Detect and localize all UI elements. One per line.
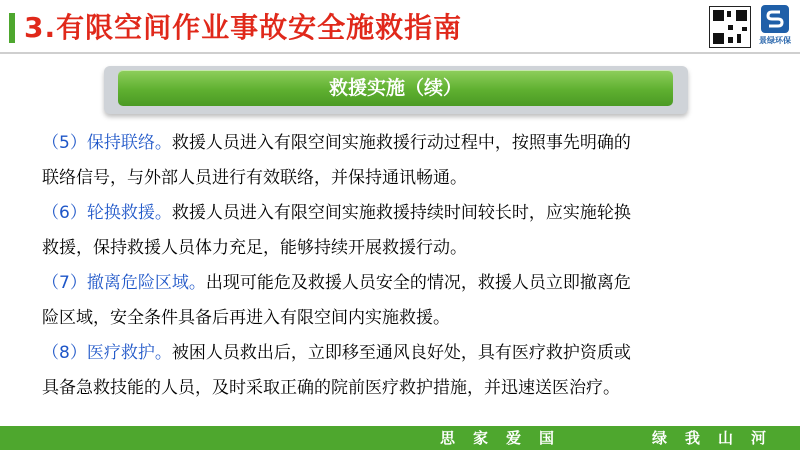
paragraph-text: 被困人员救出后，立即移至通风良好处，具有医疗救护资质或 bbox=[171, 343, 631, 363]
paragraph-heading: （5）保持联络。 bbox=[42, 133, 172, 153]
logo-mark-icon bbox=[761, 5, 789, 33]
paragraph-text: 联络信号，与外部人员进行有效联络，并保持通讯畅通。 bbox=[42, 168, 467, 188]
paragraph-heading: （6）轮换救援。 bbox=[42, 203, 172, 223]
paragraph-item bbox=[42, 336, 762, 406]
paragraph-heading: （8）医疗救护。 bbox=[42, 343, 172, 363]
logo-text: 景绿环保 bbox=[759, 36, 791, 45]
title-accent-bar bbox=[9, 13, 15, 43]
paragraph-item bbox=[42, 126, 762, 196]
paragraph-text: 具备急救技能的人员，及时采取正确的院前医疗救护措施，并迅速送医治疗。 bbox=[42, 378, 620, 398]
section-banner-label: 救援实施（续） bbox=[328, 77, 462, 99]
paragraph-text: 救援，保持救援人员体力充足，能够持续开展救援行动。 bbox=[42, 238, 467, 258]
paragraph-text: 救援人员进入有限空间实施救援行动过程中，按照事先明确的 bbox=[171, 133, 631, 153]
paragraph-text: 险区域，安全条件具备后再进入有限空间内实施救援。 bbox=[42, 308, 450, 328]
paragraph-text: 救援人员进入有限空间实施救援持续时间较长时，应实施轮换 bbox=[171, 203, 631, 223]
title-divider bbox=[0, 52, 800, 54]
paragraph-text: 出现可能危及救援人员安全的情况，救援人员立即撤离危 bbox=[205, 273, 631, 293]
qr-code-icon bbox=[709, 6, 751, 48]
paragraph-item bbox=[42, 266, 762, 336]
footer-slogan-right: 绿我山河 bbox=[652, 429, 785, 447]
paragraph-heading: （7）撤离危险区域。 bbox=[42, 273, 206, 293]
footer-slogan-left: 思家爱国 bbox=[440, 429, 573, 447]
paragraph-item bbox=[42, 196, 762, 266]
page-title: 3.有限空间作业事故安全施救指南 bbox=[24, 11, 463, 44]
content-body bbox=[42, 126, 762, 406]
brand-logo bbox=[755, 5, 795, 49]
